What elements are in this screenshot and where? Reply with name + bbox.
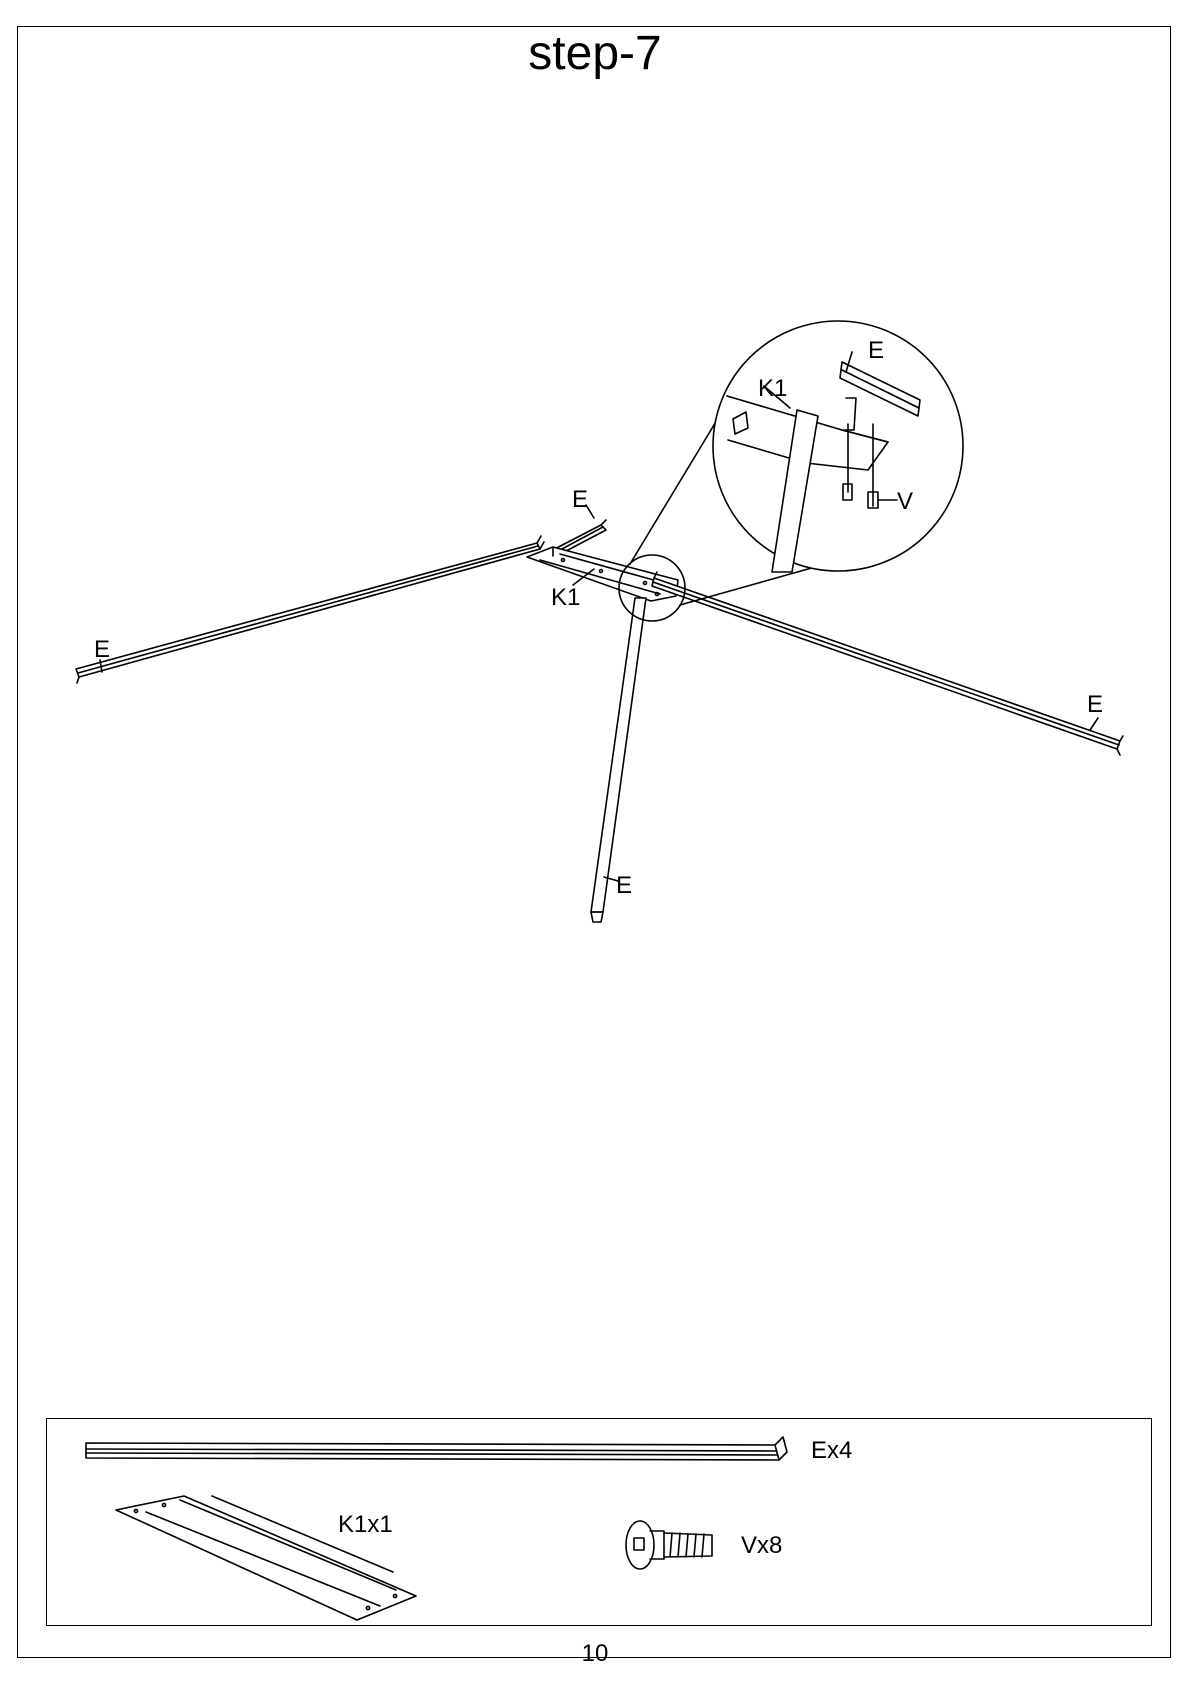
part-k1-label: K1x1	[338, 1511, 393, 1538]
label-k1-detail: K1	[758, 375, 788, 402]
label-v-detail: V	[897, 488, 914, 515]
rail-right	[652, 572, 1123, 755]
part-e-label: Ex4	[811, 1437, 853, 1464]
step-title: step-7	[528, 27, 662, 80]
detail-view	[713, 321, 963, 572]
parts-list-box	[46, 1418, 1152, 1626]
part-v-label: Vx8	[741, 1532, 783, 1559]
label-e-right: E	[1087, 691, 1104, 718]
label-e-detail: E	[868, 337, 885, 364]
rail-left	[76, 536, 544, 683]
label-e-leg: E	[616, 872, 633, 899]
label-e-back: E	[572, 486, 589, 513]
page-number: 10	[581, 1640, 609, 1667]
label-k1-main: K1	[551, 584, 581, 611]
label-e-left: E	[94, 636, 111, 663]
